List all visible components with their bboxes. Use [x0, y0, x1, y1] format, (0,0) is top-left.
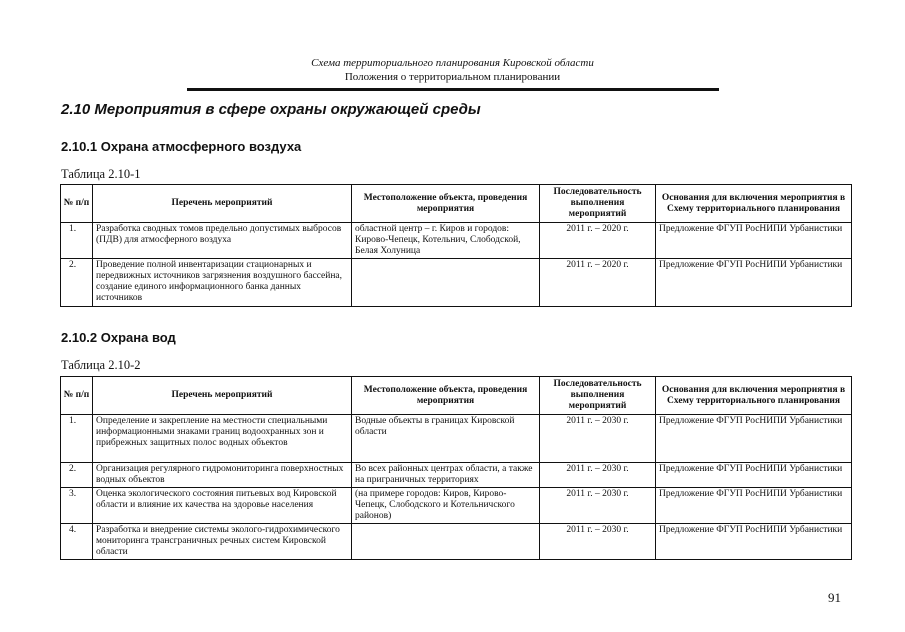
col-header-sequence: Последовательность выполнения мероприятий [540, 377, 656, 415]
col-header-basis: Основания для включения мероприятия в Схему территориального планирования [656, 377, 852, 415]
col-header-sequence: Последовательность выполнения мероприятий [540, 185, 656, 223]
cell-basis: Предложение ФГУП РосНИПИ Урбанистики [656, 223, 852, 259]
cell-basis: Предложение ФГУП РосНИПИ Урбанистики [656, 415, 852, 463]
table-header-row [61, 185, 852, 223]
cell-period: 2011 г. – 2030 г. [540, 415, 656, 463]
col-header-num: № п/п [61, 377, 93, 415]
cell-period: 2011 г. – 2030 г. [540, 488, 656, 524]
table-caption-1: Таблица 2.10-1 [61, 167, 141, 181]
table-row [61, 524, 852, 560]
page-number: 91 [828, 590, 841, 605]
section-title: 2.10 Мероприятия в сфере охраны окружающей среды [61, 101, 481, 118]
table-air-protection [60, 184, 852, 307]
col-header-measures: Перечень мероприятий [93, 185, 352, 223]
table-caption-2: Таблица 2.10-2 [61, 358, 141, 372]
cell-basis: Предложение ФГУП РосНИПИ Урбанистики [656, 524, 852, 560]
header-rule [187, 88, 719, 91]
cell-period: 2011 г. – 2020 г. [540, 223, 656, 259]
cell-measure: Разработка сводных томов предельно допустимых выбросов (ПДВ) для атмосферного воздуха [93, 223, 352, 259]
cell-basis: Предложение ФГУП РосНИПИ Урбанистики [656, 463, 852, 488]
table-row [61, 223, 852, 259]
table-row [61, 415, 852, 463]
cell-num: 4. [61, 524, 93, 560]
running-header [0, 56, 905, 84]
subsection-title-air: 2.10.1 Охрана атмосферного воздуха [61, 139, 302, 154]
cell-location [352, 524, 540, 560]
cell-period: 2011 г. – 2020 г. [540, 259, 656, 307]
col-header-measures: Перечень мероприятий [93, 377, 352, 415]
table-header-row [61, 377, 852, 415]
table-water-protection [60, 376, 852, 560]
cell-location: областной центр – г. Киров и городов: Кирово-Чепецк, Котельнич, Слободской, Белая Холуница [352, 223, 540, 259]
col-header-basis: Основания для включения мероприятия в Схему территориального планирования [656, 185, 852, 223]
cell-location: Во всех районных центрах области, а также на приграничных территориях [352, 463, 540, 488]
cell-basis: Предложение ФГУП РосНИПИ Урбанистики [656, 259, 852, 307]
cell-num: 3. [61, 488, 93, 524]
col-header-location: Местоположение объекта, проведения мероприятия [352, 185, 540, 223]
cell-period: 2011 г. – 2030 г. [540, 524, 656, 560]
cell-location [352, 259, 540, 307]
cell-measure: Проведение полной инвентаризации стационарных и передвижных источников загрязнения воздушного бассейна, создание единого информационного банка данных источников [93, 259, 352, 307]
cell-num: 2. [61, 259, 93, 307]
cell-num: 2. [61, 463, 93, 488]
cell-period: 2011 г. – 2030 г. [540, 463, 656, 488]
col-header-location: Местоположение объекта, проведения мероприятия [352, 377, 540, 415]
header-document-part: Положения о территориальном планировании [344, 71, 561, 83]
cell-basis: Предложение ФГУП РосНИПИ Урбанистики [656, 488, 852, 524]
table-row [61, 259, 852, 307]
table-row [61, 488, 852, 524]
cell-location: (на примере городов: Киров, Кирово-Чепецк, Слободского и Котельничского районов) [352, 488, 540, 524]
col-header-num: № п/п [61, 185, 93, 223]
cell-measure: Разработка и внедрение системы эколого-гидрохимического мониторинга трансграничных речных систем Кировской области [93, 524, 352, 560]
header-document-title: Схема территориального планирования Кировской области [311, 57, 594, 69]
cell-measure: Определение и закрепление на местности специальными информационными знаками границ водоохранных зон и прибрежных защитных полос водных объектов [93, 415, 352, 463]
cell-measure: Организация регулярного гидромониторинга поверхностных водных объектов [93, 463, 352, 488]
subsection-title-water: 2.10.2 Охрана вод [61, 330, 176, 345]
table-row [61, 463, 852, 488]
cell-num: 1. [61, 415, 93, 463]
cell-num: 1. [61, 223, 93, 259]
cell-location: Водные объекты в границах Кировской области [352, 415, 540, 463]
cell-measure: Оценка экологического состояния питьевых вод Кировской области и влияние их качества на здоровье населения [93, 488, 352, 524]
